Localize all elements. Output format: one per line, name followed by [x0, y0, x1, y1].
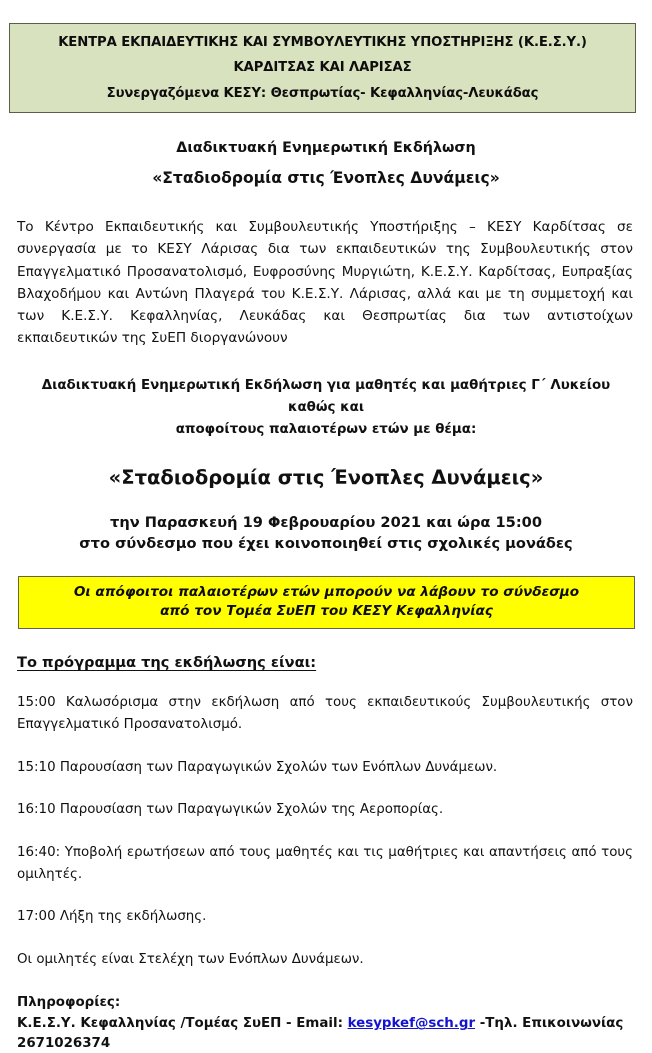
header-line-3: Συνεργαζόμενα ΚΕΣΥ: Θεσπρωτίας- Κεφαλληνίας-Λευκάδας — [106, 86, 539, 102]
alumni-highlight-box — [18, 576, 635, 630]
organizers-paragraph: Το Κέντρο Εκπαιδευτικής και Συμβουλευτικής Υποστήριξης – ΚΕΣΥ Καρδίτσας σε συνεργασία με το ΚΕΣΥ Λάρισας δια των εκπαιδευτικών της Συμβουλευτικής στον Επαγγελματικό Προσανατολισμό, Ευφροσύνης Μυργιώτη, Κ.Ε.Σ.Υ. Καρδίτσας, Ευπραξίας Βλαχοδήμου και Αντώνη Πλαγερά του Κ.Ε.Σ.Υ. Λάρισας, αλλά και με τη συμμετοχή και των Κ.Ε.Σ.Υ. Κεφαλληνίας, Λευκάδας και Θεσπρωτίας δια των αντιστοίχων εκπαιδευτικών της ΣυΕΠ διοργανώνουν — [17, 219, 633, 346]
email-link[interactable]: kesypkef@sch.gr — [347, 1016, 476, 1032]
event-subject-title: «Σταδιοδρομία στις Ένοπλες Δυνάμεις» — [152, 169, 500, 188]
organization-header-banner — [9, 23, 636, 113]
event-title-block — [9, 141, 643, 188]
event-link-info-line: στο σύνδεσμο που έχει κοινοποιηθεί στις σχολικές μονάδες — [79, 535, 573, 553]
program-agenda-list — [17, 692, 633, 928]
agenda-item: 16:10 Παρουσίαση των Παραγωγικών Σχολών της Αεροπορίας. — [17, 802, 444, 818]
alumni-highlight-line-1: Οι απόφοιτοι παλαιοτέρων ετών μπορούν να λάβουν το σύνδεσμο — [73, 583, 580, 600]
program-heading: Το πρόγραμμα της εκδήλωσης είναι: — [17, 654, 317, 672]
event-datetime-line: την Παρασκευή 19 Φεβρουαρίου 2021 και ώρα 15:00 — [110, 514, 542, 532]
header-line-2: ΚΑΡΔΙΤΣΑΣ ΚΑΙ ΛΑΡΙΣΑΣ — [233, 60, 412, 76]
contact-footer — [17, 993, 643, 1053]
contact-prefix-text: Κ.Ε.Σ.Υ. Κεφαλληνίας /Τομέας ΣυΕΠ - Email: — [17, 1016, 348, 1032]
contact-details-row — [17, 1014, 643, 1053]
contact-suffix-text: -Τηλ. Επικοινωνίας 2671026374 — [17, 1016, 624, 1051]
agenda-item: 16:40: Υποβολή ερωτήσεων από τους μαθητές και τις μαθήτριες και απαντήσεις από τους ομιλητές. — [17, 845, 633, 882]
event-type-title: Διαδικτυακή Ενημερωτική Εκδήλωση — [176, 139, 476, 156]
audience-intro-line-2: αποφοίτους παλαιοτέρων ετών με θέμα: — [175, 421, 477, 437]
speakers-note: Οι ομιλητές είναι Στελέχη των Ενόπλων Δυνάμεων. — [17, 952, 364, 968]
agenda-item: 15:00 Καλωσόρισμα στην εκδήλωση από τους εκπαιδευτικούς Συμβουλευτικής στον Επαγγελματικό Προσανατολισμό. — [17, 695, 633, 732]
header-line-1: ΚΕΝΤΡΑ ΕΚΠΑΙΔΕΥΤΙΚΗΣ ΚΑΙ ΣΥΜΒΟΥΛΕΥΤΙΚΗΣ ΥΠΟΣΤΗΡΙΞΗΣ (Κ.Ε.Σ.Υ.) — [58, 35, 587, 50]
audience-intro-block — [39, 375, 613, 441]
audience-intro-line-1: Διαδικτυακή Ενημερωτική Εκδήλωση για μαθητές και μαθήτριες Γ΄ Λυκείου καθώς και — [41, 377, 611, 415]
document-page — [0, 23, 652, 1051]
alumni-highlight-line-2: από τον Τομέα ΣυΕΠ του ΚΕΣΥ Κεφαλληνίας — [160, 602, 493, 619]
agenda-item: 15:10 Παρουσίαση των Παραγωγικών Σχολών των Ενόπλων Δυνάμεων. — [17, 759, 498, 775]
event-main-heading: «Σταδιοδρομία στις Ένοπλες Δυνάμεις» — [108, 465, 544, 489]
event-datetime-block — [9, 512, 643, 554]
contact-info-label: Πληροφορίες: — [17, 994, 121, 1010]
agenda-item: 17:00 Λήξη της εκδήλωσης. — [17, 909, 207, 925]
